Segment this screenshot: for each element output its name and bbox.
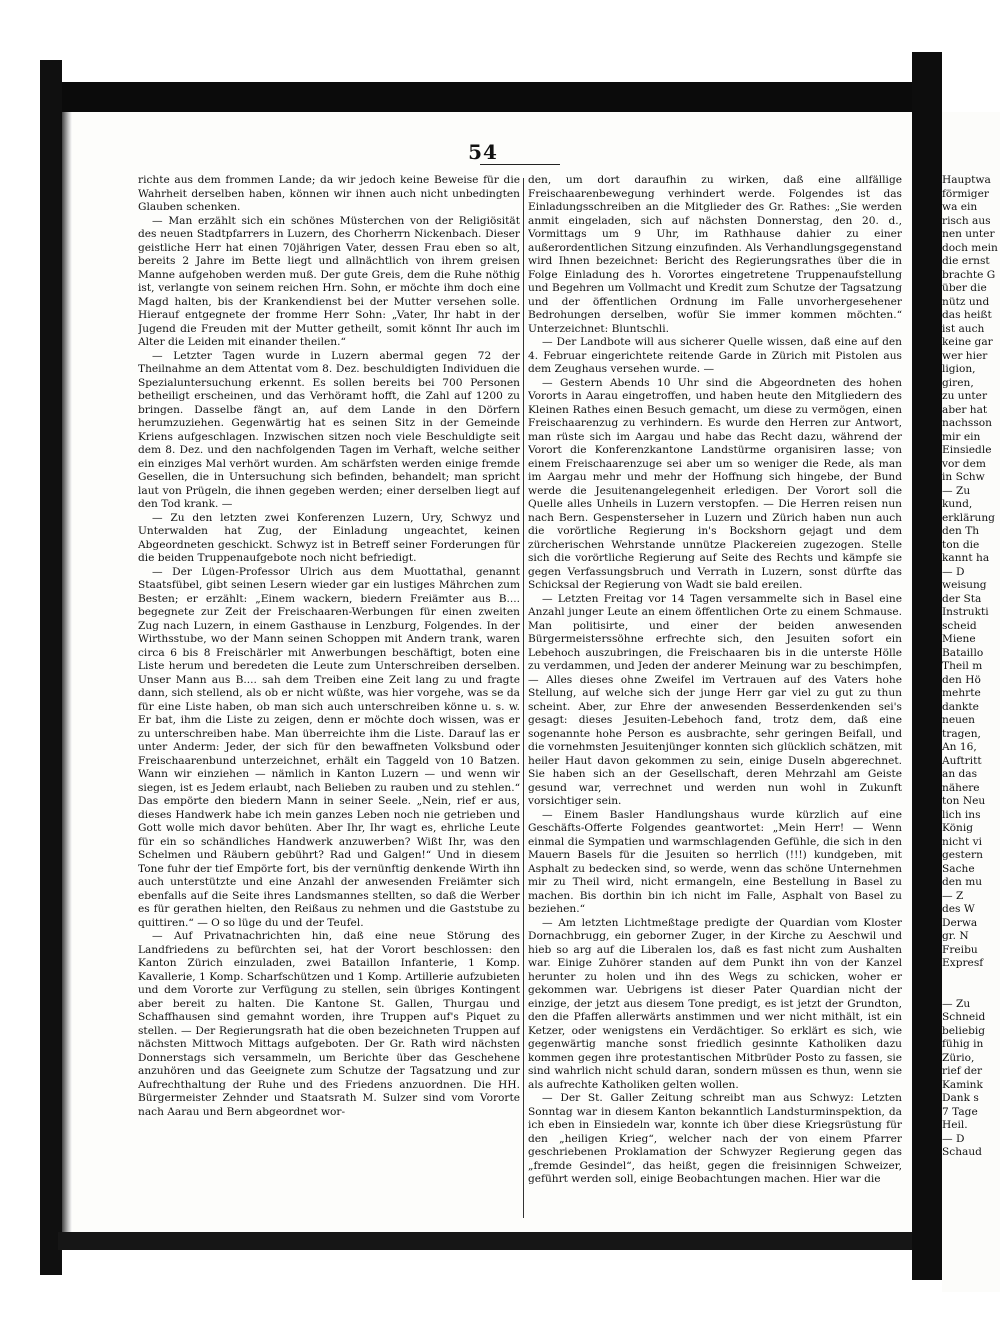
next-page-line-fragment: fühig in — [942, 1038, 984, 1050]
next-page-line-fragment: erklärung — [942, 511, 995, 524]
next-page-line-fragment: Heil. — [942, 1119, 968, 1131]
next-page-line-fragment: Kamink — [942, 1078, 983, 1091]
next-page-line-fragment — [942, 984, 1000, 998]
next-page-line-fragment: beliebig — [942, 1024, 986, 1037]
next-page-line-fragment: Freibu — [942, 943, 978, 956]
next-page-line-fragment: mehrte — [942, 687, 981, 699]
next-page-line-fragment: Miene — [942, 633, 976, 645]
next-page-line-fragment: den Th — [942, 525, 980, 537]
next-page-line-fragment: an das — [942, 768, 978, 780]
next-page-line-fragment: Schneid — [942, 1011, 986, 1023]
scan-top-border — [58, 82, 920, 112]
article-paragraph: — Am letzten Lichtmeßtage predigte der Quardian vom Kloster Dornachbrugg, ein geborner Zuger, in der Kirche zu Aeschwil und hieb so arg auf die Liberalen los, daß es fast nicht zum Aushalten war. Einige Zuhörer standen auf dem Punkt ihn von der Kanzel herunter zu holen und ihn des Wegs zu schicken, woher er gekommen war. Uebrigens ist dieser Pater Quardian nicht der einzige, der jetzt aus diesem Tone predigt, es ist jetzt der Grundton, den die Pfaffen allerwärts anstimmen und wer nicht mithält, ist ein Ketzer, oder wenigstens ein Verdächtiger. So erklärt es sich, wie gegenwärtig manche sonst friedlich gesinnte Katholiken dazu kommen gegen ihre protestantischen Mitbrüder Posto zu fassen, sie sind wahrlich nicht schuld daran, sondern müssen es thun, wenn sie als aufrechte Katholiken gelten wollen. — [528, 916, 902, 1091]
next-page-line-fragment: König — [942, 822, 973, 834]
next-page-line-fragment: nen unter — [942, 228, 995, 240]
next-page-line-fragment: Instrukti — [942, 606, 989, 618]
next-page-line-fragment: Bataillo — [942, 646, 984, 659]
next-page-line-fragment — [942, 971, 1000, 985]
next-page-line-fragment: Expresf — [942, 957, 984, 969]
article-paragraph: — Letzten Freitag vor 14 Tagen versammelte sich in Basel eine Anzahl junger Leute an einem öffentlichen Orte zu einem Schmause. Man politisirte, und einer der beiden anwesenden Bürgermeisterssöhne erfrechte sich, den Jesuiten sofort ein Lebehoch auszubringen, die Freischaaren bis in die unterste Hölle zu verdammen, und Jeden der anderer Meinung war zu beschimpfen, — Alles dieses ohne Zweifel im Vertrauen auf des Vaters hohe Stellung, auf welche sich der junge Herr gar viel zu gut zu thun scheint. Aber, zur Ehre der anwesenden Besserdenkenden sei's gesagt: dieses Jesuiten-Lebehoch fand, trotz dem, daß eine sogenannte hohe Person es ausbrachte, sehr geringen Beifall, und die vornehmsten Jesuitenjünger konnten sich glücklich schätzen, mit heiler Haut davon gekommen zu sein, einige Duseln abgerechnet. Sie haben sich an der Gesellschaft, deren Mehrzahl am Geiste gesund war, verrechnet und werden nun wohl in Zukunft vorsichtiger sein. — [528, 592, 902, 807]
next-page-line-fragment: — D — [942, 1132, 965, 1145]
next-page-line-fragment: den mu — [942, 876, 983, 888]
next-page-line-fragment: neuen — [942, 714, 976, 726]
next-page-line-fragment: Derwa — [942, 916, 978, 929]
article-paragraph: den, um dort daraufhin zu wirken, daß eine allfällige Freischaarenbewegung verhindert werde. Folgendes ist das Einladungsschreiben an die Mitglieder des Gr. Rathes: „Sie werden anmit eingeladen, sich auf nächsten Donnerstag, den 20. d., Vormittags um 9 Uhr, im Rathhause dahier zu einer außerordentlichen Sitzung einzufinden. Als Verhandlungsgegenstand wird Ihnen bezeichnet: Bericht des Regierungsrathes über die in Folge Einladung des h. Vorortes eingetretene Truppenaufstellung und Begehren um Vollmacht und Kredit zum Schutze der Tagsatzung und der öffentlichen Ordnung im Falle unvorhergesehener Bedrohungen derselben, wofür Sie immer kommen möchten.“ Unterzeichnet: Bluntschli. — [528, 174, 902, 335]
next-page-line-fragment: giren, — [942, 376, 974, 389]
next-page-line-fragment: ton Neu — [942, 795, 986, 807]
next-page-fragment — [942, 112, 1000, 1292]
next-page-line-fragment: keine gar — [942, 336, 993, 348]
article-paragraph: richte aus dem frommen Lande; da wir jedoch keine Beweise für die Wahrheit derselben haben, können wir ihnen auch nicht unbedingten Glauben schenken. — [138, 174, 520, 213]
next-page-line-fragment: in Schw — [942, 471, 985, 483]
next-page-line-fragment: das heißt — [942, 309, 992, 321]
next-page-line-fragment: Auftritt — [942, 754, 982, 767]
next-page-line-fragment: der Sta — [942, 592, 982, 605]
page-number-rule — [480, 164, 560, 165]
next-page-text-fragments — [942, 174, 1000, 1160]
article-paragraph: — Der St. Galler Zeitung schreibt man aus Schwyz: Letzten Sonntag war in diesem Kanton bekanntlich Landsturminspektion, da ich eben in Einsiedeln war, konnte ich über diese Kriegsrüstung für den „heiligen Krieg“, welcher nach der von einem Pfarrer geschriebenen Proklamation der Schwyzer Regierung gegen das „fremde Gesindel“, das heißt, gegen die freisinnigen Schweizer, geführt werden soll, einige Beobachtungen machen. Hier war die — [528, 1092, 902, 1185]
next-page-line-fragment: des W — [942, 903, 975, 915]
next-page-line-fragment: nütz und — [942, 295, 990, 308]
page-edge-shadow — [62, 112, 72, 1242]
next-page-line-fragment: wer hier — [942, 349, 988, 362]
article-paragraph: — Der Landbote will aus sicherer Quelle wissen, daß eine auf den 4. Februar eingerichtete reitende Garde in Zürich mit Pistolen aus dem Zeughaus versehen wurde. — — [528, 336, 902, 375]
next-page-line-fragment: risch aus — [942, 214, 991, 227]
next-page-line-fragment: nicht vi — [942, 835, 982, 848]
next-page-line-fragment: weisung — [942, 579, 987, 591]
next-page-line-fragment: die ernst — [942, 255, 990, 267]
next-page-line-fragment: — D — [942, 565, 965, 578]
next-page-line-fragment: ist auch — [942, 322, 985, 335]
column-divider — [523, 178, 524, 1218]
next-page-line-fragment: dankte — [942, 700, 979, 713]
next-page-line-fragment: ligion, — [942, 363, 976, 375]
right-column — [528, 174, 902, 1236]
next-page-line-fragment: gr. N — [942, 930, 969, 942]
next-page-line-fragment: über die — [942, 282, 987, 294]
next-page-line-fragment: förmiger — [942, 187, 989, 200]
next-page-line-fragment: den Hö — [942, 673, 981, 686]
next-page-line-fragment: Dank s — [942, 1092, 979, 1104]
next-page-line-fragment: ton die — [942, 538, 980, 551]
next-page-line-fragment: Sache — [942, 862, 975, 875]
next-page-line-fragment: — Z — [942, 889, 964, 902]
next-page-line-fragment: kund, — [942, 498, 973, 510]
next-page-line-fragment: brachte G — [942, 268, 996, 281]
next-page-line-fragment: doch mein — [942, 241, 998, 254]
book-gutter — [912, 52, 942, 1280]
next-page-line-fragment: zu unter — [942, 390, 988, 402]
article-paragraph: — Gestern Abends 10 Uhr sind die Abgeordneten des hohen Vororts in Aarau eingetroffen, und haben heute den Mitgliedern des Kleinen Rathes einen Besuch gemacht, um diese zu vermögen, einen Freischaarenzug zu verhindern. Es wurde den Herren zur Antwort, man rüste sich im Aargau und habe das Recht dazu, während der Vorort die Konferenzkantone Landstürme organisiren lasse; von einem Freischaarenzuge sei aber um so weniger die Rede, als man im Aargau mehr und mehr der Hoffnung sich hingebe, der Bund werde die Jesuitenangelegenheit erledigen. Der Vorort soll die Quelle alles Unheils in Luzern verstopfen. — Die Herren reisen nun nach Bern. Gespensterseher in Luzern und Zürich haben nun auch die vorörtliche Regierung in's Bockshorn gejagt und dem zürcherischen Wehrstande unnütze Plackereien zugezogen. Stelle sich die vorörtliche Regierung auf Seite des Rechts und kämpfe sie gegen Verfassungsbruch und Verrath in Luzern, sonst dürfte das Schicksal der Regierung von Wadt sie bald ereilen. — [528, 376, 902, 591]
article-paragraph: — Der Lügen-Professor Ulrich aus dem Muottathal, genannt Staatsfübel, gibt seinen Lesern wieder gar ein lustiges Mährchen zum Besten; er erzählt: „Einem wackern, biedern Freiämter aus B.... begegnete zur Zeit der Freischaaren-Werbungen für einen zweiten Zug nach Luzern, in einem Gasthause in Lenzburg, Folgendes. In der Wirthsstube, wo der Mann seinen Schoppen mit Andern trank, waren circa 6 bis 8 Freischärler mit Anwerbungen beschäftigt, boten eine Liste herum und beredeten die Leute zum Unterschreiben derselben. Unser Mann aus B.... sah dem Treiben eine Zeit lang zu und fragte dann, sich stellend, als ob er nicht wüßte, was hier vorgehe, was se da für eine Liste haben, ob man sich auch unterschreiben könne u. s. w. Er bat, ihm die Liste zu zeigen, denn er möchte doch wissen, was er zu unterschreiben habe. Man überreichte ihm die Liste. Darauf las er unter Anderm: Jeder, der sich für den bewaffneten Volksbund oder Freischaarenbund unterzeichnet, erhält ein Taggeld von 10 Batzen. Wann wir einziehen — nämlich in Kanton Luzern — und wenn wir siegen, ist es Jedem erlaubt, nach Belieben zu rauben und zu stehlen.“ Das empörte den biedern Mann in seiner Seele. „Nein, rief er aus, dieses Handwerk habe ich mein ganzes Leben noch nie getrieben und Gott wolle mich davor behüten. Aber Ihr, Ihr wagt es, ehrliche Leute für ein so schändliches Handwerk anzuwerben? Wißt Ihr, was den Schelmen und Räubern gebührt? Rad und Galgen!“ Und in diesem Tone fuhr der tief Empörte fort, bis der vernünftig denkende Wirth ihn auch unterstützte und eine Anzahl der anwesenden Freiämter sich ebenfalls auf die Seite ihres Landsmannes stellten, so daß die Werber es für gerathen hielten, den Reißaus zu nehmen und die Gaststube zu quittiren.“ — O so lüge du und der Teufel. — [138, 565, 520, 929]
next-page-line-fragment: aber hat — [942, 403, 988, 416]
next-page-line-fragment: vor dem — [942, 457, 986, 470]
next-page-line-fragment: lich ins — [942, 808, 981, 821]
next-page-line-fragment: mir ein — [942, 430, 981, 443]
next-page-line-fragment: gestern — [942, 849, 983, 861]
article-paragraph: — Letzter Tagen wurde in Luzern abermal gegen 72 der Theilnahme an dem Attentat vom 8. Dez. beschuldigten Individuen die Spezialuntersuchung erkennt. Es sollen bereits bei 700 Personen betheiligt erscheinen, und das Verhöramt hofft, die Zahl auf 1200 zu bringen. Dasselbe fängt an, auf dem Lande in den Dörfern herumzuziehen. Gegenwärtig hat es seinen Sitz in der Gemeinde Kriens aufgeschlagen. Inzwischen sitzen noch viele Beschuldigte seit dem 8. Dez. und den nachfolgenden Tagen im Verhaft, welche seither ein einziges Mal verhört wurden. Am schärfsten werden einige fremde Gesellen, die in Untersuchung sich befinden, behandelt; man spricht laut von Prügeln, die ihnen gegeben werden; einer derselben liegt auf den Tod krank. — — [138, 349, 520, 510]
scan-left-border — [40, 60, 62, 1275]
next-page-line-fragment: Zürio, — [942, 1051, 975, 1064]
next-page-line-fragment: rief der — [942, 1065, 983, 1077]
next-page-line-fragment: Einsiedle — [942, 444, 992, 456]
next-page-line-fragment: nähere — [942, 781, 980, 794]
next-page-line-fragment: — Zu — [942, 997, 971, 1010]
left-column — [138, 174, 520, 1236]
article-paragraph: — Zu den letzten zwei Konferenzen Luzern, Ury, Schwyz und Unterwalden hat Zug, der Einladung ungeachtet, keinen Abgeordneten geschickt. Schwyz ist in Betreff seiner Forderungen für die beiden Truppenaufgebote noch nicht befriedigt. — [138, 511, 520, 564]
article-paragraph: — Man erzählt sich ein schönes Müsterchen von der Religiösität des neuen Stadtpfarrers in Luzern, des Chorherrn Nickenbach. Dieser geistliche Herr hat einen 70jährigen Vater, dessen Frau eben so alt, bereits 2 Jahre im Bette liegt und allnächtlich von ihrem greisen Manne aufgehoben werden muß. Der gute Greis, dem die Ruhe nöthig ist, verlangte von seinem reichen Hrn. Sohn, er möchte ihm doch eine Magd halten, bis der Krankendienst bei der Mutter versehen solle. Hierauf entgegnete der fromme Herr Sohn: „Vater, Ihr habt in der Jugend die Freuden mit der Mutter getheilt, somit könnt Ihr auch im Alter die Leiden mit einander theilen.“ — [138, 214, 520, 348]
article-paragraph: — Einem Basler Handlungshaus wurde kürzlich auf eine Geschäfts-Offerte Folgendes geantwortet: „Mein Herr! — Wenn einmal die Sympatien und warmschlagenden Gefühle, die sich in den Mauern Basels für die Jesuiten so herrlich (!!!) kundgeben, mit Asphalt zu bedecken sind, so werde, wenn das schöne Unternehmen mir zu Theil wird, nicht ermangeln, eine Bestellung in Basel zu machen. Bis dorthin bin ich nicht im Falle, Asphalt von Basel zu beziehen.“ — [528, 808, 902, 915]
next-page-line-fragment: — Zu — [942, 484, 971, 497]
next-page-line-fragment: Schaud — [942, 1146, 982, 1158]
next-page-line-fragment: kannt ha — [942, 552, 990, 564]
next-page-line-fragment: 7 Tage — [942, 1105, 978, 1118]
next-page-line-fragment: nachsson — [942, 417, 992, 429]
next-page-line-fragment: Hauptwa — [942, 174, 991, 186]
page-number: 54 — [468, 140, 498, 164]
next-page-line-fragment: tragen, — [942, 727, 981, 740]
next-page-line-fragment: wa ein — [942, 201, 978, 213]
next-page-line-fragment: scheid — [942, 619, 977, 632]
article-paragraph: — Auf Privatnachrichten hin, daß eine neue Störung des Landfriedens zu befürchten sei, hat der Vorort beschlossen: den Kanton Zürich einzuladen, zwei Bataillon Infanterie, 1 Komp. Kavallerie, 1 Komp. Scharfschützen und 1 Komp. Artillerie aufzubieten und dem Vororte zur Verfügung zu stellen, sein übriges Kontingent aber bereit zu halten. Die Kantone St. Gallen, Thurgau und Schaffhausen sind gemahnt worden, ihre Truppen auf's Piquet zu stellen. — Der Regierungsrath hat die oben bezeichneten Truppen auf nächsten Mittwoch Mittags aufgeboten. Der Gr. Rath wird nächsten Donnerstags sich versammeln, um Berichte über das Geschehene anzuhören und das Geeignete zum Schutze der Tagsatzung und zur Aufrechthaltung der Ruhe und des Friedens anzuordnen. Die HH. Bürgermeister Zehnder und Staatsrath M. Sulzer sind vom Vororte nach Aarau und Bern abgeordnet wor- — [138, 930, 520, 1118]
next-page-line-fragment: An 16, — [942, 741, 977, 753]
next-page-line-fragment: Theil m — [942, 660, 983, 672]
